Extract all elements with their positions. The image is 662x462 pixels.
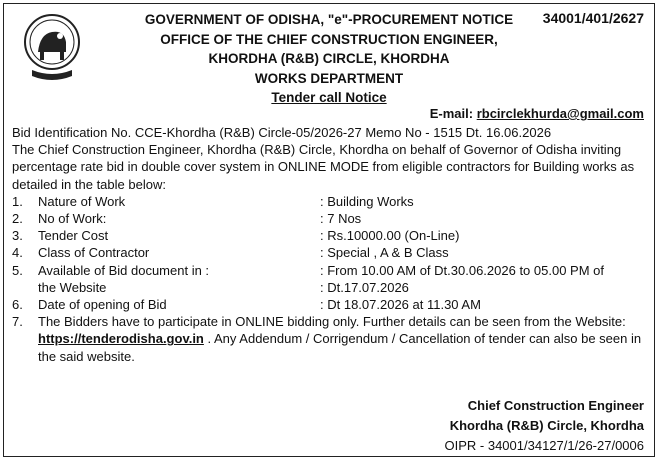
item-number: 4. xyxy=(12,245,23,261)
item-number: 5. xyxy=(12,262,23,278)
item-value: : Dt 18.07.2026 at 11.30 AM xyxy=(320,297,481,313)
item-label: Nature of Work xyxy=(38,193,126,209)
item-7-text xyxy=(38,313,646,330)
item-number: 7. xyxy=(12,314,23,330)
email-line xyxy=(430,106,644,121)
tender-notice xyxy=(3,3,655,457)
website-link[interactable]: https://tenderodisha.gov.in xyxy=(38,331,204,347)
item-number: 6. xyxy=(12,297,23,313)
item-number: 1. xyxy=(12,193,23,209)
item-label: Tender Cost xyxy=(38,228,109,244)
list-item xyxy=(12,227,646,244)
list-item xyxy=(12,262,646,279)
item-number: 2. xyxy=(12,211,23,227)
list-item xyxy=(12,244,646,261)
email-address-link[interactable]: rbcirclekhurda@gmail.com xyxy=(476,106,644,121)
notice-title: Tender call Notice xyxy=(271,90,387,105)
intro-paragraph: The Chief Construction Engineer, Khordha (R&B) Circle, Khordha on behalf of Governor of Odisha inviting percentage rate bid in double cover system in ONLINE MODE from eligible contractors for Building works as detailed in the table below: xyxy=(12,142,635,192)
header-line-1: GOVERNMENT OF ODISHA, "e"-PROCUREMENT NOTICE xyxy=(144,12,514,27)
signature-line-1: Chief Construction Engineer xyxy=(467,398,644,413)
bid-identification: Bid Identification No. CCE-Khordha (R&B) Circle-05/2026-27 Memo No - 1515 Dt. 16.06.2026 xyxy=(12,125,552,140)
list-item xyxy=(12,279,646,296)
item-label: the Website xyxy=(38,279,107,295)
item-value: : Special , A & B Class xyxy=(320,245,449,261)
header-line-3: KHORDHA (R&B) CIRCLE, KHORDHA xyxy=(208,51,450,66)
item-value: : Building Works xyxy=(320,193,414,209)
list-item xyxy=(12,296,646,313)
item-value: : From 10.00 AM of Dt.30.06.2026 to 05.00 PM of xyxy=(320,262,604,278)
item-number: 3. xyxy=(12,228,23,244)
oipr-number: OIPR - 34001/34127/1/26-27/0006 xyxy=(444,438,644,453)
email-label: E-mail: xyxy=(429,106,474,121)
item-value: : 7 Nos xyxy=(320,211,362,227)
list-item-7 xyxy=(12,313,646,330)
item-label: Class of Contractor xyxy=(38,245,150,261)
reference-number: 34001/401/2627 xyxy=(542,10,644,26)
list-item xyxy=(12,193,646,210)
notice-header xyxy=(4,4,654,105)
header-lines xyxy=(4,10,654,108)
item-7-text-b: . Any Addendum / Corrigendum / Cancellation of tender can also be seen in the said website. xyxy=(38,331,642,364)
signature-block xyxy=(450,396,644,436)
header-line-4: WORKS DEPARTMENT xyxy=(254,70,404,86)
item-value: : Dt.17.07.2026 xyxy=(320,279,409,295)
item-7-text-a: The Bidders have to participate in ONLINE bidding only. Further details can be seen from the Website: xyxy=(38,314,626,330)
list-item xyxy=(12,210,646,227)
item-label: No of Work: xyxy=(38,211,107,227)
notice-body xyxy=(12,124,646,365)
header-line-2: OFFICE OF THE CHIEF CONSTRUCTION ENGINEER, xyxy=(160,31,498,47)
item-7-continuation xyxy=(12,330,646,364)
item-label: Available of Bid document in : xyxy=(38,262,210,278)
item-number xyxy=(12,279,38,296)
signature-line-2: Khordha (R&B) Circle, Khordha xyxy=(449,418,644,433)
item-label: Date of opening of Bid xyxy=(38,297,167,313)
item-value: : Rs.10000.00 (On-Line) xyxy=(320,228,460,244)
